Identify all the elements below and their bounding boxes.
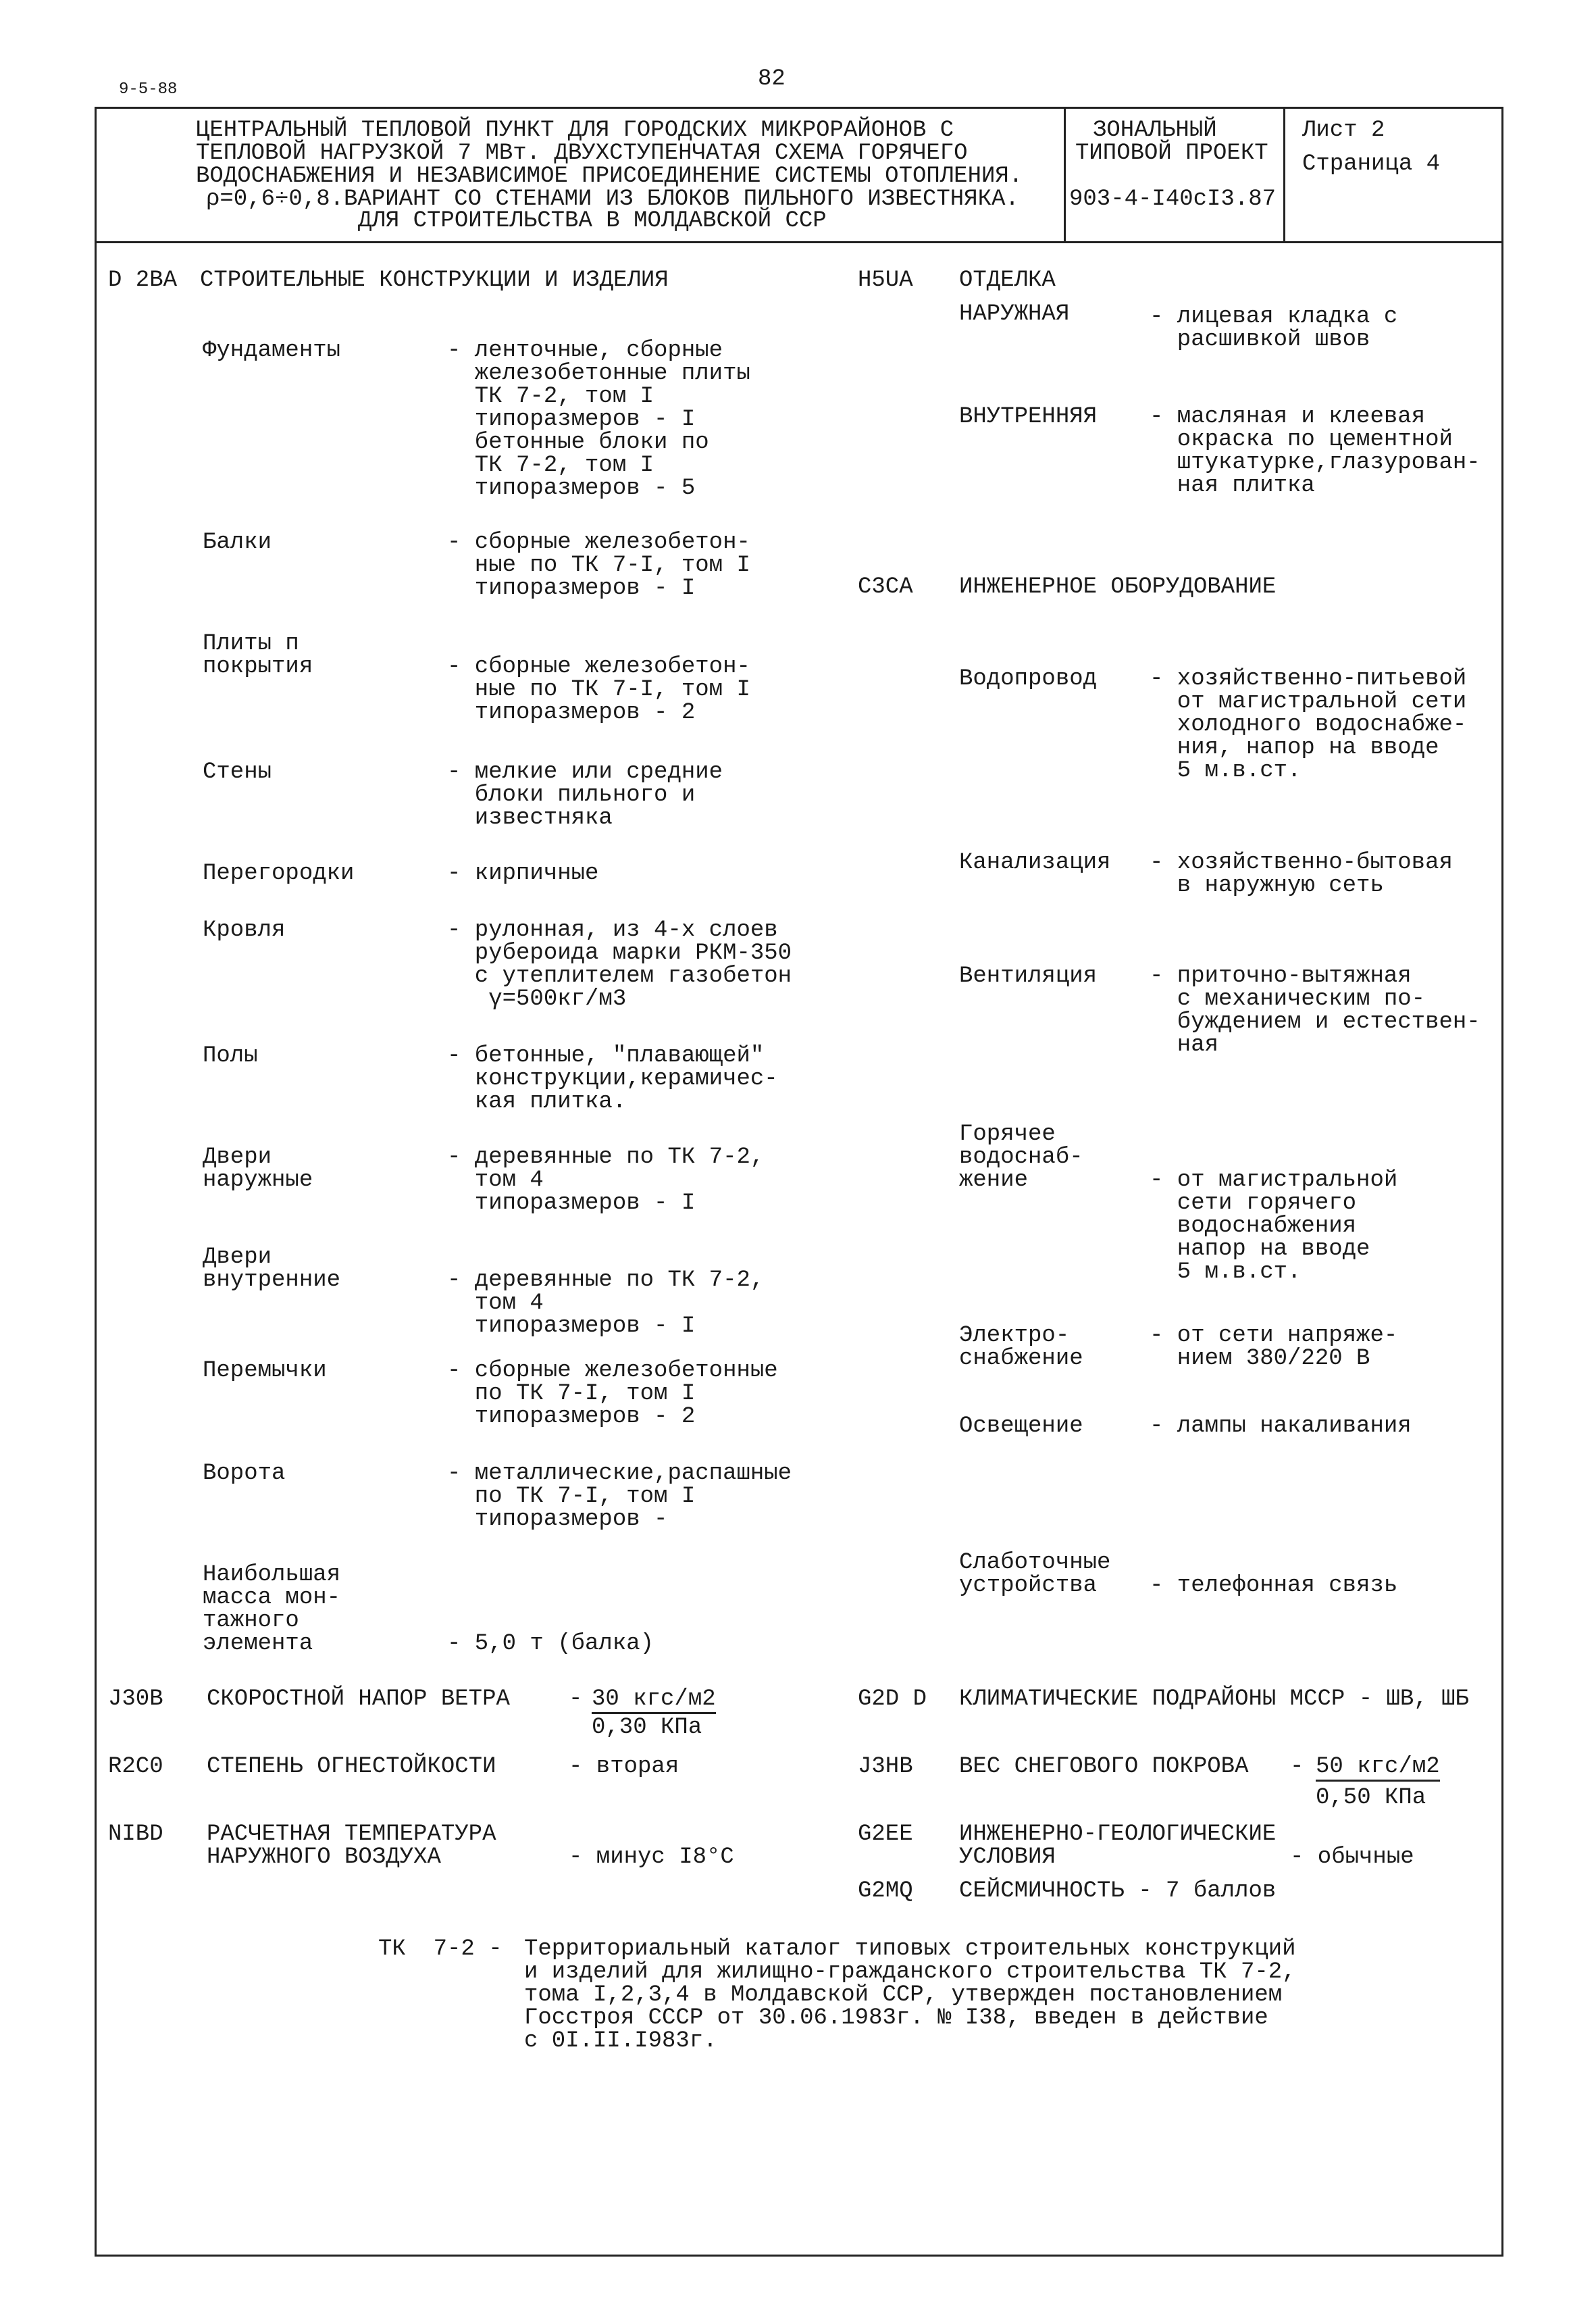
finish-outer-label: НАРУЖНАЯ	[959, 301, 1070, 327]
item-label-inner-doors: Двери внутренние	[203, 1244, 341, 1293]
temp-value: - минус I8°C	[569, 1844, 734, 1870]
eng-value-ventilation: - приточно-вытяжная с механическим по- буждением и естествен- ная	[1150, 963, 1481, 1058]
seismic-label: СЕЙСМИЧНОСТЬ - 7 баллов	[959, 1878, 1277, 1904]
eng-value-low-current: - телефонная связь	[1150, 1573, 1398, 1599]
snow-code: J3HB	[858, 1754, 913, 1780]
wind-code: J30B	[108, 1686, 163, 1712]
item-label-walls: Стены	[203, 759, 272, 785]
title-block-col-1	[1064, 107, 1066, 243]
item-value-gates: - металлические,распашные по ТК 7-I, том I типоразмеров -	[447, 1461, 792, 1532]
eng-value-water: - хозяйственно-питьевой от магистральной сети холодного водоснабже- ния, напор на вводе 5 м.в.ст.	[1150, 666, 1467, 784]
engineering-title: ИНЖЕНЕРНОЕ ОБОРУДОВАНИЕ	[959, 574, 1277, 600]
geo-label: ИНЖЕНЕРНО-ГЕОЛОГИЧЕСКИЕ УСЛОВИЯ	[959, 1821, 1277, 1870]
project-type-line-1: ЗОНАЛЬНЫЙ	[1093, 118, 1217, 143]
finish-inner-value: - масляная и клеевая окраска по цементной штукатурке,глазурован- ная плитка	[1150, 404, 1481, 499]
sheet-label: Лист 2	[1302, 118, 1385, 143]
eng-label-water: Водопровод	[959, 666, 1098, 692]
geo-value: - обычные	[1290, 1844, 1414, 1870]
finish-outer-value: - лицевая кладка с расшивкой швов	[1150, 304, 1398, 353]
geo-code: G2EE	[858, 1821, 913, 1847]
item-label-outer-doors: Двери наружные	[203, 1145, 313, 1193]
item-value-walls: - мелкие или средние блоки пильного и известняка	[447, 759, 723, 831]
eng-label-lighting: Освещение	[959, 1413, 1083, 1439]
eng-value-lighting: - лампы накаливания	[1150, 1413, 1412, 1439]
item-value-roof: - рулонная, из 4-х слоев рубероида марки РКМ-350 с утеплителем газобетон γ=500кг/м3	[447, 917, 792, 1012]
wind-label: СКОРОСТНОЙ НАПОР ВЕТРА	[207, 1686, 510, 1712]
doc-code: 9-5-88	[119, 80, 178, 99]
temp-label: РАСЧЕТНАЯ ТЕМПЕРАТУРА НАРУЖНОГО ВОЗДУХА	[207, 1821, 496, 1870]
page-label: Страница 4	[1302, 151, 1441, 177]
eng-label-sewer: Канализация	[959, 850, 1111, 876]
fire-label: СТЕПЕНЬ ОГНЕСТОЙКОСТИ	[207, 1754, 496, 1780]
title-block-col-2	[1283, 107, 1285, 243]
wind-value-1: 30 кгс/м2	[592, 1688, 716, 1714]
item-value-beams: - сборные железобетон- ные по ТК 7-I, том I типоразмеров - I	[447, 530, 750, 601]
item-label-foundations: Фундаменты	[203, 338, 341, 363]
wind-value-2: 0,30 КПа	[592, 1715, 702, 1740]
item-label-gates: Ворота	[203, 1461, 286, 1486]
item-value-outer-doors: - деревянные по ТК 7-2, том 4 типоразмеров - I	[447, 1145, 765, 1216]
project-code: 903-4-I40cI3.87	[1069, 186, 1277, 212]
climate-code: G2D D	[858, 1686, 927, 1712]
snow-label: ВЕС СНЕГОВОГО ПОКРОВА	[959, 1754, 1249, 1780]
item-label-lintels: Перемычки	[203, 1358, 327, 1384]
title-line-3: ВОДОСНАБЖЕНИЯ И НЕЗАВИСИМОЕ ПРИСОЕДИНЕНИЕ СИСТЕМЫ ОТОПЛЕНИЯ.	[196, 164, 1023, 189]
seismic-code: G2MQ	[858, 1878, 913, 1904]
item-label-partitions: Перегородки	[203, 861, 355, 886]
item-value-partitions: - кирпичные	[447, 861, 599, 886]
fire-value: - вторая	[569, 1754, 679, 1780]
eng-label-power: Электро- снабжение	[959, 1323, 1083, 1372]
project-type-line-2: ТИПОВОЙ ПРОЕКТ	[1075, 141, 1268, 166]
title-block-divider	[95, 241, 1503, 243]
item-label-slabs: Плиты п покрытия	[203, 631, 313, 680]
page-number: 82	[758, 66, 786, 92]
item-value-foundations: - ленточные, сборные железобетонные плиты ТК 7-2, том I типоразмеров - I бетонные блоки по ТК 7-2, том I типоразмеров - 5	[447, 338, 750, 501]
eng-value-power: - от сети напряже- нием 380/220 В	[1150, 1323, 1398, 1372]
left-section-title: СТРОИТЕЛЬНЫЕ КОНСТРУКЦИИ И ИЗДЕЛИЯ	[200, 268, 669, 293]
fire-code: R2C0	[108, 1754, 163, 1780]
eng-value-hot-water: - от магистральной сети горячего водоснабжения напор на вводе 5 м.в.ст.	[1150, 1167, 1398, 1285]
item-value-inner-doors: - деревянные по ТК 7-2, том 4 типоразмеров - I	[447, 1267, 765, 1339]
title-line-5: ДЛЯ СТРОИТЕЛЬСТВА В МОЛДАВСКОЙ ССР	[358, 208, 827, 234]
title-line-1: ЦЕНТРАЛЬНЫЙ ТЕПЛОВОЙ ПУНКТ ДЛЯ ГОРОДСКИХ МИКРОРАЙОНОВ С	[196, 118, 954, 143]
item-label-beams: Балки	[203, 530, 272, 555]
eng-value-sewer: - хозяйственно-бытовая в наружную сеть	[1150, 850, 1453, 899]
item-label-roof: Кровля	[203, 917, 286, 943]
left-section-code: D 2BA	[108, 268, 178, 293]
engineering-code: C3CA	[858, 574, 913, 600]
finish-title: ОТДЕЛКА	[959, 268, 1056, 293]
snow-value-2: 0,50 КПа	[1316, 1785, 1426, 1811]
item-value-lintels: - сборные железобетонные по ТК 7-I, том I типоразмеров - 2	[447, 1358, 778, 1430]
eng-label-low-current: Слаботочные устройства	[959, 1550, 1111, 1599]
temp-code: NIBD	[108, 1821, 163, 1847]
snow-value-1: 50 кгс/м2	[1316, 1755, 1440, 1782]
item-value-floors: - бетонные, "плавающей" конструкции,керамичес- кая плитка.	[447, 1043, 778, 1115]
climate-label: КЛИМАТИЧЕСКИЕ ПОДРАЙОНЫ МССР - ШВ, ШБ	[959, 1686, 1469, 1712]
footnote-text: Территориальный каталог типовых строительных конструкций и изделий для жилищно-гражданского строительства ТК 7-2, тома I,2,3,4 в Молдавской ССР, утвержден постановлением Госстроя СССР от 30.06.1983г. № I38, введен в действие с 0I.II.I983г.	[524, 1936, 1296, 2054]
footnote-lead: ТК 7-2 -	[378, 1936, 503, 1962]
eng-label-hot-water: Горячее водоснаб- жение	[959, 1122, 1083, 1193]
title-line-4: ρ=0,6÷0,8.ВАРИАНТ СО СТЕНАМИ ИЗ БЛОКОВ ПИЛЬНОГО ИЗВЕСТНЯКА.	[206, 186, 1019, 212]
title-line-2: ТЕПЛОВОЙ НАГРУЗКОЙ 7 МВт. ДВУХСТУПЕНЧАТАЯ СХЕМА ГОРЯЧЕГО	[196, 141, 968, 166]
snow-dash: -	[1290, 1754, 1304, 1780]
item-value-slabs: - сборные железобетон- ные по ТК 7-I, том I типоразмеров - 2	[447, 654, 750, 726]
eng-label-ventilation: Вентиляция	[959, 963, 1098, 989]
item-label-max-mass: Наибольшая масса мон- тажного элемента	[203, 1562, 341, 1657]
item-value-max-mass: - 5,0 т (балка)	[447, 1631, 654, 1657]
finish-code: H5UA	[858, 268, 913, 293]
item-label-floors: Полы	[203, 1043, 258, 1069]
finish-inner-label: ВНУТРЕННЯЯ	[959, 404, 1098, 430]
wind-dash: -	[569, 1686, 583, 1712]
